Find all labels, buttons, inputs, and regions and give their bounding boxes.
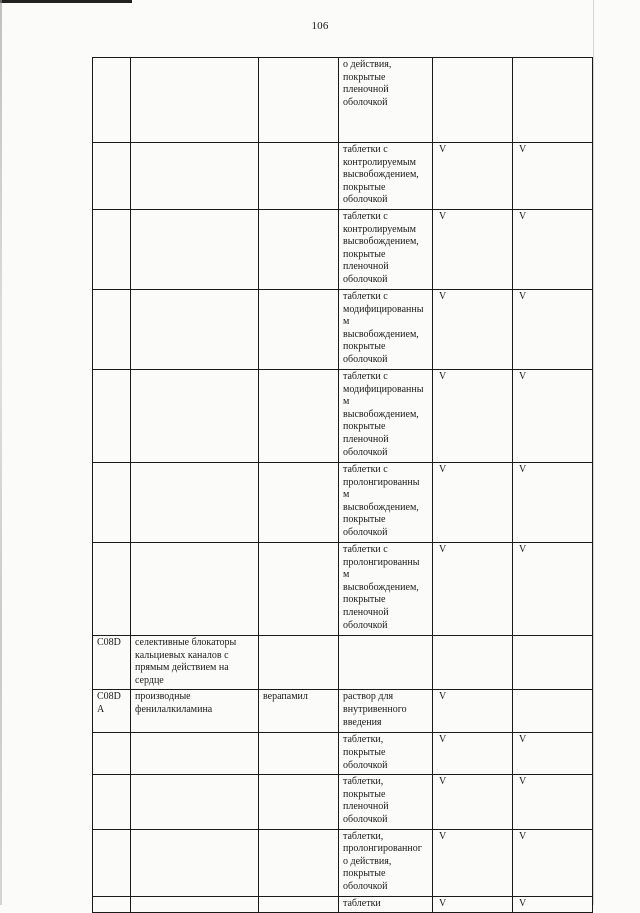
group-name-cell [131,896,259,913]
scan-artifact-left [0,0,2,905]
atc-code-cell [93,210,131,290]
group-name-cell [131,143,259,210]
page-number: 106 [311,20,329,32]
atc-code-cell [93,829,131,896]
group-name-cell [131,210,259,290]
group-name-cell [131,543,259,636]
atc-code-cell [93,543,131,636]
check-cell-2 [513,636,593,690]
table-row [93,775,593,829]
substance-cell [259,775,339,829]
table-row [93,733,593,775]
atc-code-cell [93,463,131,543]
atc-code-cell [93,733,131,775]
dosage-form-cell: таблетки с модифицированны м высвобождением, покрытые оболочкой [339,290,433,370]
check-cell-1: V [433,463,513,543]
check-cell-1: V [433,829,513,896]
table-row [93,690,593,733]
substance-cell [259,636,339,690]
dosage-form-cell: раствор для внутривенного введения [339,690,433,733]
substance-cell: верапамил [259,690,339,733]
table-row [93,143,593,210]
substance-cell [259,210,339,290]
group-name-cell: селективные блокаторы кальциевых каналов с прямым действием на сердце [131,636,259,690]
dosage-form-cell: таблетки с модифицированны м высвобождением, покрытые пленочной оболочкой [339,370,433,463]
check-cell-2: V [513,775,593,829]
atc-code-cell [93,896,131,913]
check-cell-2: V [513,210,593,290]
dosage-form-cell: таблетки, пролонгированног о действия, покрытые оболочкой [339,829,433,896]
check-cell-1: V [433,210,513,290]
table-row [93,543,593,636]
drug-table [92,57,593,913]
substance-cell [259,896,339,913]
group-name-cell: производные фенилалкиламина [131,690,259,733]
check-cell-2 [513,58,593,143]
check-cell-1: V [433,370,513,463]
table-row [93,829,593,896]
atc-code-cell: C08D [93,636,131,690]
atc-code-cell [93,290,131,370]
dosage-form-cell: таблетки, покрытые пленочной оболочкой [339,775,433,829]
dosage-form-cell [339,636,433,690]
atc-code-cell: C08D A [93,690,131,733]
table-row [93,896,593,913]
substance-cell [259,733,339,775]
scan-artifact-right [593,0,594,905]
table-row [93,463,593,543]
check-cell-2: V [513,733,593,775]
dosage-form-cell: таблетки с пролонгированны м высвобождением, покрытые пленочной оболочкой [339,543,433,636]
check-cell-2: V [513,543,593,636]
check-cell-1: V [433,775,513,829]
table-row [93,636,593,690]
atc-code-cell [93,370,131,463]
check-cell-1: V [433,290,513,370]
group-name-cell [131,370,259,463]
check-cell-1: V [433,896,513,913]
check-cell-2: V [513,829,593,896]
group-name-cell [131,829,259,896]
check-cell-2: V [513,463,593,543]
substance-cell [259,829,339,896]
check-cell-1 [433,58,513,143]
check-cell-2: V [513,896,593,913]
atc-code-cell [93,143,131,210]
atc-code-cell [93,58,131,143]
group-name-cell [131,733,259,775]
substance-cell [259,543,339,636]
table-row [93,210,593,290]
substance-cell [259,143,339,210]
dosage-form-cell: таблетки, покрытые оболочкой [339,733,433,775]
dosage-form-cell: таблетки с пролонгированны м высвобождением, покрытые оболочкой [339,463,433,543]
table-body [93,58,593,913]
atc-code-cell [93,775,131,829]
check-cell-2: V [513,143,593,210]
check-cell-2: V [513,290,593,370]
substance-cell [259,370,339,463]
group-name-cell [131,58,259,143]
group-name-cell [131,290,259,370]
check-cell-2 [513,690,593,733]
table-row [93,58,593,143]
substance-cell [259,290,339,370]
substance-cell [259,463,339,543]
dosage-form-cell: таблетки с контролируемым высвобождением, покрытые оболочкой [339,143,433,210]
check-cell-1: V [433,690,513,733]
dosage-form-cell: таблетки с контролируемым высвобождением, покрытые пленочной оболочкой [339,210,433,290]
check-cell-1: V [433,543,513,636]
dosage-form-cell: о действия, покрытые пленочной оболочкой [339,58,433,143]
check-cell-1: V [433,733,513,775]
check-cell-1: V [433,143,513,210]
table-row [93,290,593,370]
check-cell-2: V [513,370,593,463]
table-row [93,370,593,463]
check-cell-1 [433,636,513,690]
substance-cell [259,58,339,143]
group-name-cell [131,775,259,829]
scan-artifact-top [0,0,132,3]
group-name-cell [131,463,259,543]
dosage-form-cell: таблетки [339,896,433,913]
